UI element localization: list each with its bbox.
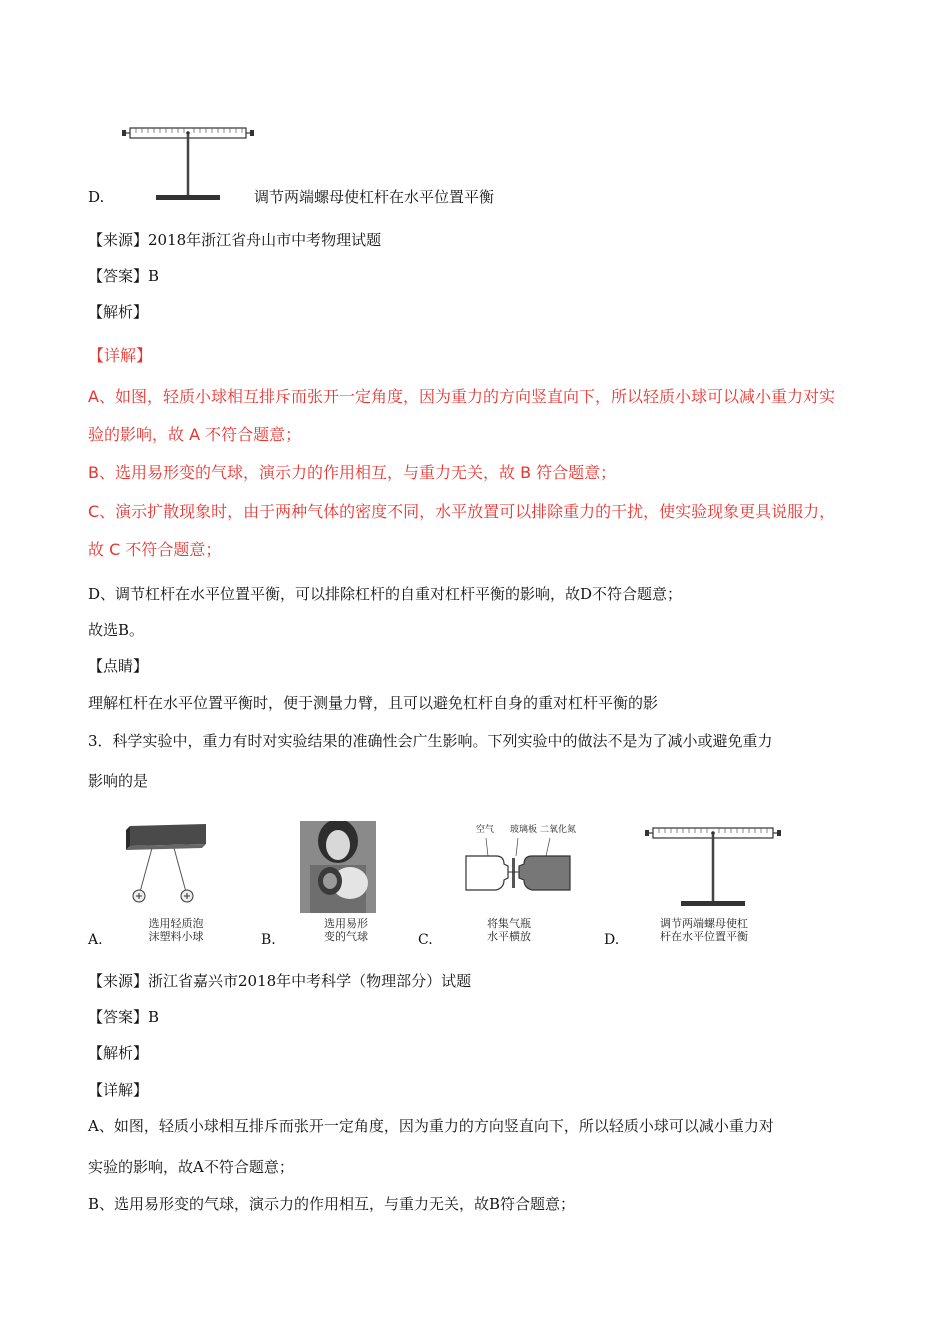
gas-bottles-figure [460,836,576,906]
option-text-d-top: 调节两端螺母使杠杆在水平位置平衡 [254,188,495,206]
caption-b [314,917,378,943]
lever-balance-figure [645,822,781,910]
detail-line-q2-2: 验的影响，故 A 不符合题意； [88,425,302,444]
caption-b-line-1: 选用易形 [324,917,368,930]
answer-line-q2: 【答案】B [88,267,160,285]
option-label-d-top: D. [88,188,105,206]
question-stem-q3-1: 3．科学实验中，重力有时对实验结果的准确性会广生影响。下列实验中的做法不是为了减小或避免重力 [88,732,773,750]
caption-a-line-1: 选用轻质泡 [148,917,204,930]
caption-d-line-1: 调节两端螺母使杠 [660,917,748,930]
option-label-a: A. [88,932,103,948]
detail-line-q2-4: C、演示扩散现象时，由于两种气体的密度不同，水平放置可以排除重力的干扰，使实验现象更具说服力， [88,502,836,521]
analysis-header-q3: 【解析】 [88,1044,149,1062]
gas-label-no2: 二氧化氮 [540,825,577,835]
balloon-photo-figure [300,821,376,913]
gas-label-glass-plate: 玻璃板 [510,825,538,835]
caption-d [648,917,760,943]
question-stem-q3-2: 影响的是 [88,772,149,790]
source-line-q2: 【来源】2018年浙江省舟山市中考物理试题 [88,231,382,249]
analysis-header-q2: 【解析】 [88,303,149,321]
detail-line-q3-2: 实验的影响，故A不符合题意； [88,1158,294,1176]
caption-a [140,917,212,943]
detail-header-q3: 【详解】 [88,1081,149,1099]
detail-line-q2-3: B、选用易形变的气球，演示力的作用相互，与重力无关，故 B 符合题意； [88,463,617,482]
gas-label-air: 空气 [476,825,495,835]
detail-line-q3-1: A、如图，轻质小球相互排斥而张开一定角度，因为重力的方向竖直向下，所以轻质小球可以减小重力对 [88,1117,774,1135]
option-label-d: D. [604,932,620,948]
caption-b-line-2: 变的气球 [324,930,368,943]
detail-line-q2-d: D、调节杠杆在水平位置平衡，可以排除杠杆的自重对杠杆平衡的影响，故D不符合题意； [88,585,683,603]
caption-c-line-1: 将集气瓶 [487,917,531,930]
detail-line-q2-5: 故 C 不符合题意； [88,540,222,559]
comment-header-q2: 【点睛】 [88,657,149,675]
detail-line-q2-1: A、如图，轻质小球相互排斥而张开一定角度，因为重力的方向竖直向下，所以轻质小球可以减小重力对实 [88,387,835,406]
option-label-b: B. [261,932,276,948]
option-label-c: C. [418,932,433,948]
answer-line-q3: 【答案】B [88,1008,160,1026]
choose-line-q2: 故选B。 [88,621,145,639]
foam-balls-figure [124,822,210,914]
caption-c [480,917,538,943]
detail-line-q3-3: B、选用易形变的气球，演示力的作用相互，与重力无关，故B符合题意； [88,1195,576,1213]
caption-a-line-2: 沫塑料小球 [148,930,204,943]
comment-line-q2: 理解杠杆在水平位置平衡时，便于测量力臂，且可以避免杠杆自身的重对杠杆平衡的影 [88,694,659,712]
source-line-q3: 【来源】浙江省嘉兴市2018年中考科学（物理部分）试题 [88,972,472,990]
caption-c-line-2: 水平横放 [487,930,531,943]
lever-balance-figure-top [122,122,254,206]
detail-header-q2: 【详解】 [88,346,153,365]
caption-d-line-2: 杆在水平位置平衡 [660,930,748,943]
